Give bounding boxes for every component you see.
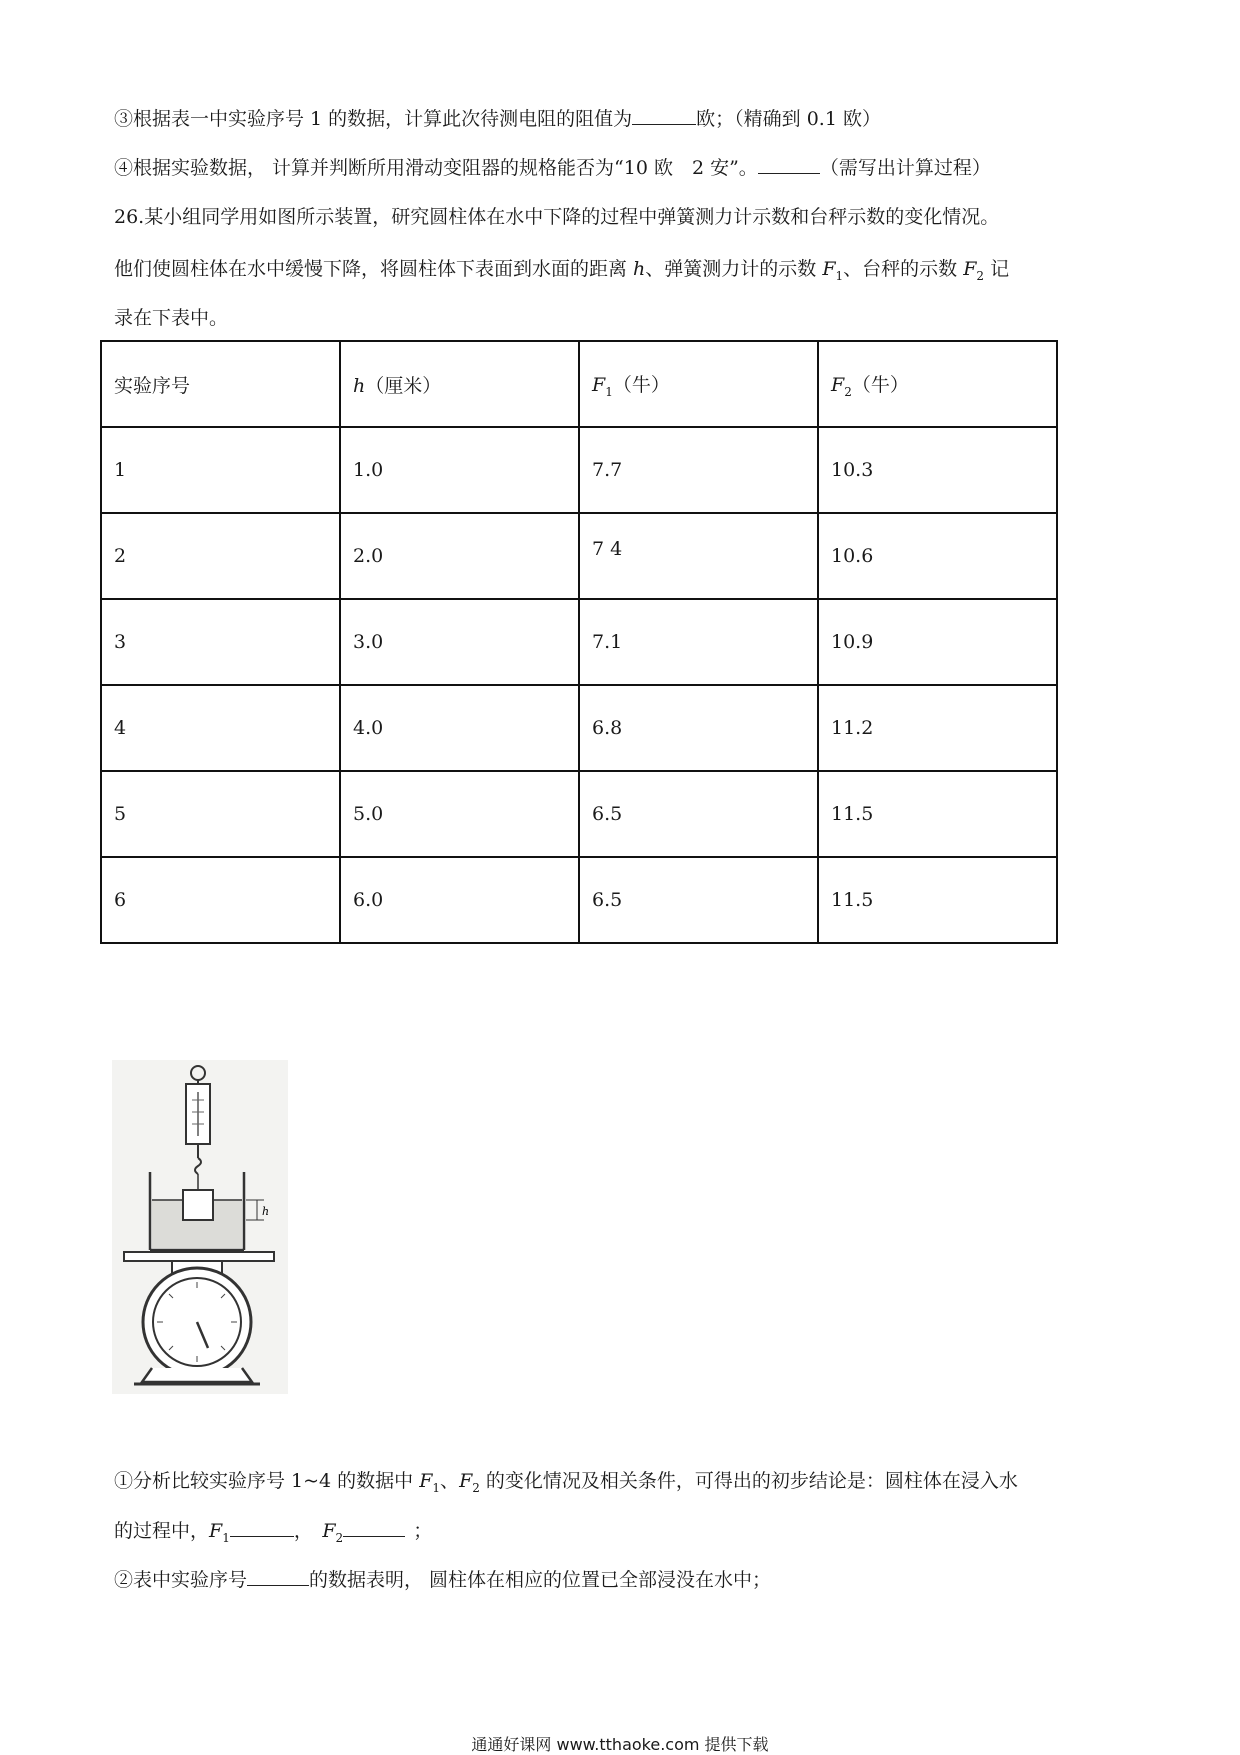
- header-unit: （牛）: [612, 373, 670, 396]
- a1-text: ；: [413, 1520, 433, 1542]
- var-h: h: [633, 258, 646, 280]
- a2-text: 的数据表明， 圆柱体在相应的位置已全部浸没在水中；: [309, 1569, 772, 1591]
- table-cell: 6.0: [340, 857, 579, 943]
- table-row: [101, 771, 1057, 857]
- question-26-intro-line2: [114, 256, 1009, 289]
- table-cell: 7.1: [579, 599, 818, 685]
- var-f2-sub: 2: [472, 1480, 480, 1495]
- header-sub: 1: [605, 384, 613, 399]
- a1-text: 的过程中，: [114, 1520, 210, 1542]
- table-row: [101, 685, 1057, 771]
- table-cell: 11.5: [818, 857, 1057, 943]
- a1-text: ，: [293, 1520, 323, 1542]
- var-f1-sub: 1: [835, 268, 844, 283]
- q25-p4-text: ④根据实验数据， 计算并判断所用滑动变阻器的规格能否为“10 欧 2 安”。: [114, 157, 758, 179]
- question-25-part3: [114, 106, 881, 132]
- q25-p4-tail: （需写出计算过程）: [819, 157, 991, 179]
- q26-intro2-text: 记: [984, 258, 1010, 280]
- var-f2: F: [963, 258, 977, 280]
- table-cell: 6.8: [579, 685, 818, 771]
- table-cell: 5.0: [340, 771, 579, 857]
- answer-blank[interactable]: [758, 155, 820, 174]
- answer-part1-line2: [114, 1518, 432, 1551]
- header-trial: [101, 341, 340, 427]
- table-row: [101, 513, 1057, 599]
- answer-blank[interactable]: [343, 1518, 405, 1537]
- header-f1: [579, 341, 818, 427]
- answer-blank[interactable]: [230, 1518, 294, 1537]
- table-cell: 6.5: [579, 857, 818, 943]
- question-26-intro-line3: [114, 305, 228, 331]
- q25-p3-text: ③根据表一中实验序号 1 的数据，计算此次待测电阻的阻值为: [114, 108, 633, 130]
- a2-text: ②表中实验序号: [114, 1569, 248, 1591]
- table-row: [101, 857, 1057, 943]
- table-cell: 10.6: [818, 513, 1057, 599]
- var-f1: F: [209, 1520, 223, 1542]
- apparatus-diagram: [112, 1060, 288, 1394]
- h-label: h: [262, 1205, 270, 1218]
- table-cell: 5: [101, 771, 340, 857]
- q26-intro3: 录在下表中。: [114, 307, 229, 329]
- a1-text: 的变化情况及相关条件，可得出的初步结论是：圆柱体在浸入水: [479, 1470, 1018, 1492]
- answer-part2: [114, 1567, 771, 1593]
- a1-text: ①分析比较实验序号 1~4 的数据中: [114, 1470, 420, 1492]
- header-label: 实验序号: [114, 374, 191, 397]
- header-var: F: [592, 373, 606, 396]
- q26-intro2-text: 他们使圆柱体在水中缓慢下降，将圆柱体下表面到水面的距离: [114, 258, 634, 280]
- table-cell: 10.9: [818, 599, 1057, 685]
- var-f1-sub: 1: [432, 1480, 441, 1495]
- header-unit: （厘米）: [365, 374, 442, 397]
- table-cell: 7 4: [579, 513, 818, 599]
- table-cell: 1: [101, 427, 340, 513]
- table-header-row: [101, 341, 1057, 427]
- page-footer: 通通好课网 www.tthaoke.com 提供下载: [471, 1735, 769, 1754]
- answer-blank[interactable]: [247, 1567, 309, 1586]
- var-f2: F: [459, 1470, 473, 1492]
- table-cell: 11.2: [818, 685, 1057, 771]
- apparatus-figure: [112, 1060, 288, 1394]
- header-f2: [818, 341, 1057, 427]
- q25-p3-tail: 欧；（精确到 0.1 欧）: [696, 108, 881, 130]
- var-f2: F: [322, 1520, 336, 1542]
- table-cell: 3.0: [340, 599, 579, 685]
- var-f1: F: [419, 1470, 433, 1492]
- data-table: [100, 340, 1058, 944]
- header-var: h: [353, 374, 366, 397]
- question-26-intro-line1: [114, 204, 999, 230]
- header-var: F: [831, 373, 845, 396]
- table-cell: 4: [101, 685, 340, 771]
- header-h: [340, 341, 579, 427]
- answer-blank[interactable]: [632, 106, 696, 125]
- table-cell: 4.0: [340, 685, 579, 771]
- var-f1-sub: 1: [222, 1530, 230, 1545]
- answer-part1-line1: [114, 1468, 1018, 1501]
- var-f1: F: [822, 258, 836, 280]
- table-cell: 6.5: [579, 771, 818, 857]
- var-f2-sub: 2: [335, 1530, 344, 1545]
- table-cell: 2.0: [340, 513, 579, 599]
- table-cell: 3: [101, 599, 340, 685]
- table-cell: 11.5: [818, 771, 1057, 857]
- table-cell: 1.0: [340, 427, 579, 513]
- var-f2-sub: 2: [976, 268, 985, 283]
- header-unit: （牛）: [851, 373, 909, 396]
- table-cell: 10.3: [818, 427, 1057, 513]
- table-row: [101, 427, 1057, 513]
- q26-intro2-text: 、台秤的示数: [843, 258, 964, 280]
- header-sub: 2: [844, 384, 852, 399]
- a1-text: 、: [440, 1470, 460, 1492]
- table-cell: 2: [101, 513, 340, 599]
- question-25-part4: [114, 155, 991, 181]
- q26-intro1: 26.某小组同学用如图所示装置，研究圆柱体在水中下降的过程中弹簧测力计示数和台秤示数的变化情况。: [114, 206, 1000, 228]
- table-cell: 7.7: [579, 427, 818, 513]
- q26-intro2-text: 、弹簧测力计的示数: [645, 258, 823, 280]
- table-cell: 6: [101, 857, 340, 943]
- table-row: [101, 599, 1057, 685]
